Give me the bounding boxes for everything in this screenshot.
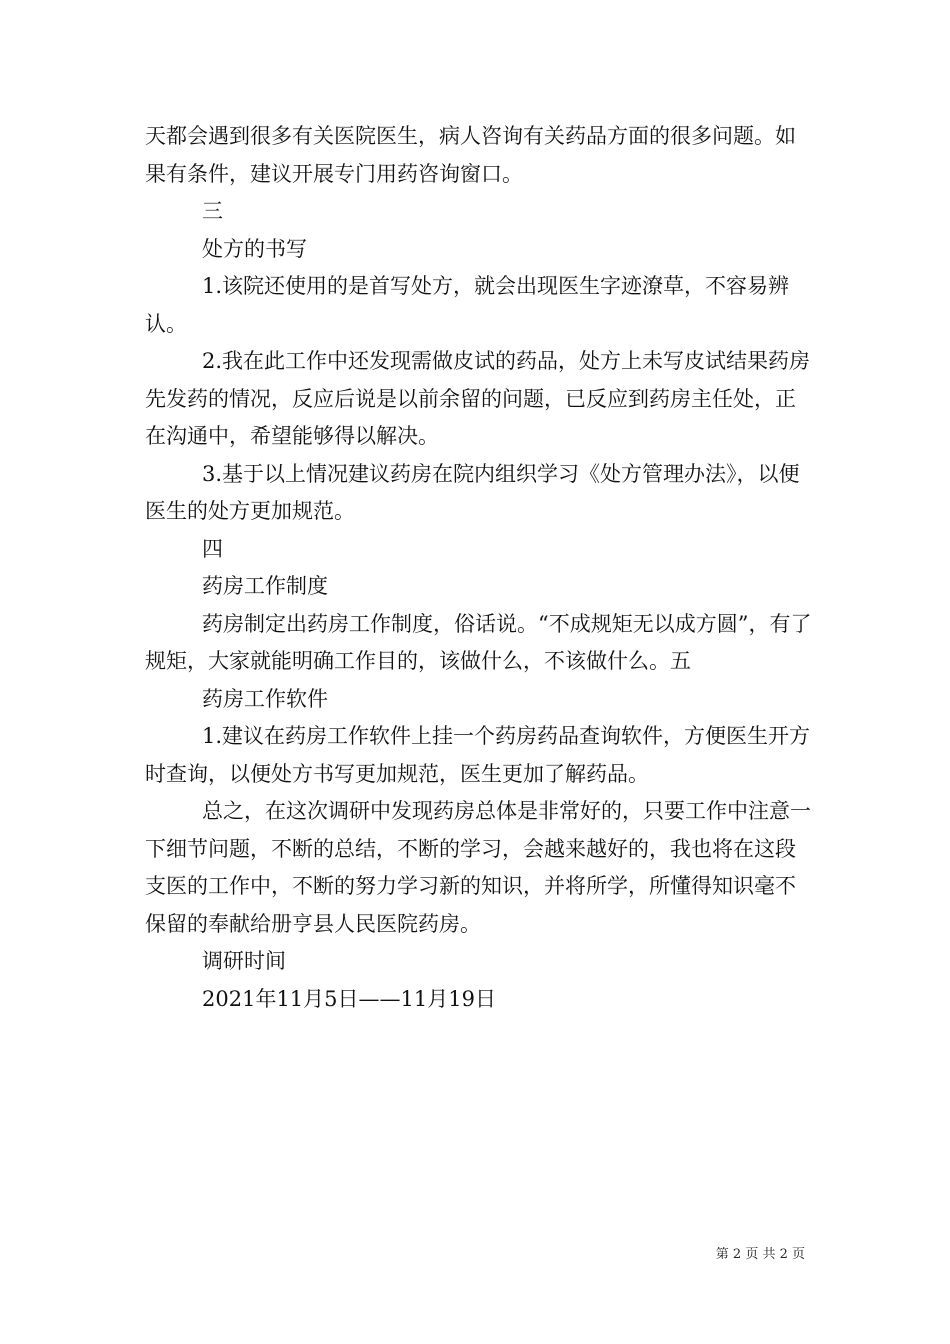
document-body bbox=[145, 118, 815, 1018]
paragraph-continuation: 天都会遇到很多有关医院医生，病人咨询有关药品方面的很多问题。如果有条件，建议开展专门用药咨询窗口。 bbox=[145, 124, 796, 186]
paragraph-software-item-1: 1.建议在药房工作软件上挂一个药房药品查询软件，方便医生开方时查询，以便处方书写更加规范，医生更加了解药品。 bbox=[145, 724, 811, 786]
paragraph-prescription-item-2: 2.我在此工作中还发现需做皮试的药品，处方上未写皮试结果药房先发药的情况，反应后说是以前余留的问题，已反应到药房主任处，正在沟通中，希望能够得以解决。 bbox=[145, 349, 811, 448]
section-number-three: 三 bbox=[202, 199, 223, 223]
research-time-value: 2021年11月5日——11月19日 bbox=[202, 986, 496, 1011]
section-heading-prescription-writing: 处方的书写 bbox=[202, 236, 307, 261]
paragraph-prescription-item-1: 1.该院还使用的是首写处方，就会出现医生字迹潦草，不容易辨认。 bbox=[145, 274, 790, 336]
page-number-footer: 第 2 页 共 2 页 bbox=[715, 1247, 805, 1262]
section-heading-work-system: 药房工作制度 bbox=[202, 574, 328, 598]
section-number-four: 四 bbox=[202, 536, 223, 561]
section-heading-software: 药房工作软件 bbox=[202, 686, 328, 711]
paragraph-conclusion: 总之，在这次调研中发现药房总体是非常好的，只要工作中注意一下细节问题，不断的总结，不断的学习，会越来越好的，我也将在这段支医的工作中，不断的努力学习新的知识，并将所学，所懂得知识毫不保留的奉献给册亨县人民医院药房。 bbox=[145, 799, 811, 936]
paragraph-prescription-item-3: 3.基于以上情况建议药房在院内组织学习《处方管理办法》，以便医生的处方更加规范。 bbox=[145, 461, 800, 523]
paragraph-work-system: 药房制定出药房工作制度，俗话说。“不成规矩无以成方圆”，有了规矩，大家就能明确工作目的，该做什么，不该做什么。五 bbox=[145, 611, 812, 673]
research-time-label: 调研时间 bbox=[202, 949, 286, 973]
